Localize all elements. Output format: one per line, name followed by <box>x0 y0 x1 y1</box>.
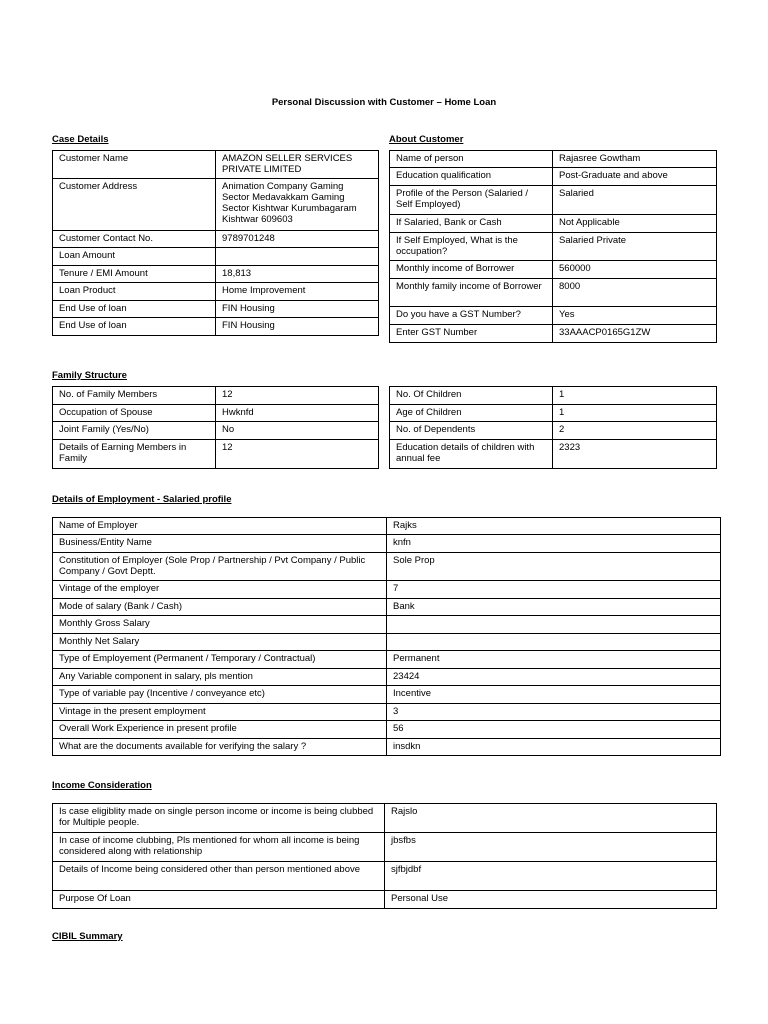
field-value: Home Improvement <box>216 283 379 301</box>
field-label: What are the documents available for verifying the salary ? <box>53 739 387 756</box>
table-row <box>53 248 379 266</box>
field-label: Name of Employer <box>53 518 387 535</box>
table-row <box>390 325 717 343</box>
field-value: Salaried Private <box>553 233 717 261</box>
table-row <box>53 616 721 634</box>
table-row <box>390 405 717 422</box>
field-label: Profile of the Person (Salaried / Self Employed) <box>390 186 553 215</box>
field-value: jbsfbs <box>385 833 717 862</box>
family-structure-left-table <box>52 386 379 469</box>
field-label: Occupation of Spouse <box>53 405 216 422</box>
field-label: Education details of children with annual fee <box>390 440 553 469</box>
field-value: Personal Use <box>385 891 717 909</box>
field-label: Type of Employement (Permanent / Temporary / Contractual) <box>53 651 387 669</box>
table-row <box>53 266 379 283</box>
field-label: Type of variable pay (Incentive / conveyance etc) <box>53 686 387 704</box>
field-value: Rajks <box>387 518 721 535</box>
table-row <box>390 387 717 405</box>
employment-heading: Details of Employment - Salaried profile <box>52 494 232 505</box>
table-row <box>53 535 721 553</box>
table-row <box>53 581 721 599</box>
field-value: 12 <box>216 387 379 405</box>
field-value: insdkn <box>387 739 721 756</box>
table-row <box>390 151 717 168</box>
field-value <box>387 634 721 651</box>
field-label: Purpose Of Loan <box>53 891 385 909</box>
field-label: No. Of Children <box>390 387 553 405</box>
field-label: Customer Address <box>53 179 216 231</box>
field-value: Sole Prop <box>387 553 721 581</box>
table-row <box>53 283 379 301</box>
field-value: Rajasree Gowtham <box>553 151 717 168</box>
table-row <box>53 833 717 862</box>
field-value: 56 <box>387 721 721 739</box>
field-label: Monthly family income of Borrower <box>390 279 553 307</box>
field-value: 9789701248 <box>216 231 379 248</box>
field-value: 2 <box>553 422 717 440</box>
field-label: If Self Employed, What is the occupation? <box>390 233 553 261</box>
field-value: 12 <box>216 440 379 469</box>
table-row <box>390 279 717 307</box>
table-row <box>390 261 717 279</box>
table-row <box>53 804 717 833</box>
field-value: 18,813 <box>216 266 379 283</box>
table-row <box>53 405 379 422</box>
family-structure-right-table <box>389 386 717 469</box>
field-value: Salaried <box>553 186 717 215</box>
field-value: Rajslo <box>385 804 717 833</box>
field-value: 1 <box>553 387 717 405</box>
field-label: Loan Product <box>53 283 216 301</box>
field-value: Not Applicable <box>553 215 717 233</box>
table-row <box>390 422 717 440</box>
table-row <box>390 233 717 261</box>
table-row <box>53 422 379 440</box>
field-label: End Use of loan <box>53 301 216 318</box>
field-value: 560000 <box>553 261 717 279</box>
employment-table <box>52 517 721 756</box>
field-value: 8000 <box>553 279 717 307</box>
field-value: 1 <box>553 405 717 422</box>
table-row <box>53 721 721 739</box>
field-label: Education qualification <box>390 168 553 186</box>
table-row <box>53 599 721 616</box>
field-label: Age of Children <box>390 405 553 422</box>
field-label: Business/Entity Name <box>53 535 387 553</box>
field-label: Enter GST Number <box>390 325 553 343</box>
case-details-heading: Case Details <box>52 134 109 145</box>
field-label: Do you have a GST Number? <box>390 307 553 325</box>
field-value: Incentive <box>387 686 721 704</box>
table-row <box>53 891 717 909</box>
field-value: 33AAACP0165G1ZW <box>553 325 717 343</box>
table-row <box>53 669 721 686</box>
field-label: Customer Contact No. <box>53 231 216 248</box>
field-value: Yes <box>553 307 717 325</box>
field-value: Post-Graduate and above <box>553 168 717 186</box>
table-row <box>53 387 379 405</box>
table-row <box>390 307 717 325</box>
about-customer-heading: About Customer <box>389 134 464 145</box>
field-label: Constitution of Employer (Sole Prop / Partnership / Pvt Company / Public Company / Govt Deptt. <box>53 553 387 581</box>
table-row <box>53 518 721 535</box>
table-row <box>390 215 717 233</box>
field-label: Overall Work Experience in present profile <box>53 721 387 739</box>
field-label: Customer Name <box>53 151 216 179</box>
field-value <box>387 616 721 634</box>
case-details-table <box>52 150 379 336</box>
field-label: Details of Earning Members in Family <box>53 440 216 469</box>
cibil-summary-heading: CIBIL Summary <box>52 931 123 942</box>
field-label: Mode of salary (Bank / Cash) <box>53 599 387 616</box>
family-structure-heading: Family Structure <box>52 370 127 381</box>
income-consideration-heading: Income Consideration <box>52 780 152 791</box>
field-label: Monthly income of Borrower <box>390 261 553 279</box>
field-label: Any Variable component in salary, pls mention <box>53 669 387 686</box>
table-row <box>53 151 379 179</box>
field-value: Animation Company Gaming Sector Medavakkam Gaming Sector Kishtwar Kurumbagaram Kishtwar 609603 <box>216 179 379 231</box>
field-label: Vintage in the present employment <box>53 704 387 721</box>
field-value: AMAZON SELLER SERVICES PRIVATE LIMITED <box>216 151 379 179</box>
table-row <box>390 440 717 469</box>
table-row <box>53 651 721 669</box>
field-value: 23424 <box>387 669 721 686</box>
field-label: End Use of loan <box>53 318 216 336</box>
field-value: No <box>216 422 379 440</box>
table-row <box>53 440 379 469</box>
table-row <box>53 686 721 704</box>
field-label: No. of Family Members <box>53 387 216 405</box>
field-value: 7 <box>387 581 721 599</box>
field-value: Bank <box>387 599 721 616</box>
field-value: Permanent <box>387 651 721 669</box>
field-value: sjfbjdbf <box>385 862 717 891</box>
about-customer-table <box>389 150 717 343</box>
field-value: FIN Housing <box>216 301 379 318</box>
field-label: Monthly Gross Salary <box>53 616 387 634</box>
table-row <box>53 862 717 891</box>
income-consideration-table <box>52 803 717 909</box>
table-row <box>53 301 379 318</box>
field-value: Hwknfd <box>216 405 379 422</box>
field-label: Vintage of the employer <box>53 581 387 599</box>
table-row <box>390 168 717 186</box>
field-label: If Salaried, Bank or Cash <box>390 215 553 233</box>
field-label: In case of income clubbing, Pls mentioned for whom all income is being considered along with relationship <box>53 833 385 862</box>
field-value: knfn <box>387 535 721 553</box>
table-row <box>53 634 721 651</box>
table-row <box>390 186 717 215</box>
field-value <box>216 248 379 266</box>
field-label: Tenure / EMI Amount <box>53 266 216 283</box>
table-row <box>53 704 721 721</box>
field-value: 3 <box>387 704 721 721</box>
field-label: Details of Income being considered other than person mentioned above <box>53 862 385 891</box>
table-row <box>53 179 379 231</box>
field-value: 2323 <box>553 440 717 469</box>
field-value: FIN Housing <box>216 318 379 336</box>
field-label: Name of person <box>390 151 553 168</box>
table-row <box>53 739 721 756</box>
table-row <box>53 231 379 248</box>
field-label: Is case eligiblity made on single person income or income is being clubbed for Multiple people. <box>53 804 385 833</box>
field-label: No. of Dependents <box>390 422 553 440</box>
table-row <box>53 553 721 581</box>
page-title: Personal Discussion with Customer – Home Loan <box>271 97 497 108</box>
field-label: Loan Amount <box>53 248 216 266</box>
field-label: Monthly Net Salary <box>53 634 387 651</box>
table-row <box>53 318 379 336</box>
field-label: Joint Family (Yes/No) <box>53 422 216 440</box>
